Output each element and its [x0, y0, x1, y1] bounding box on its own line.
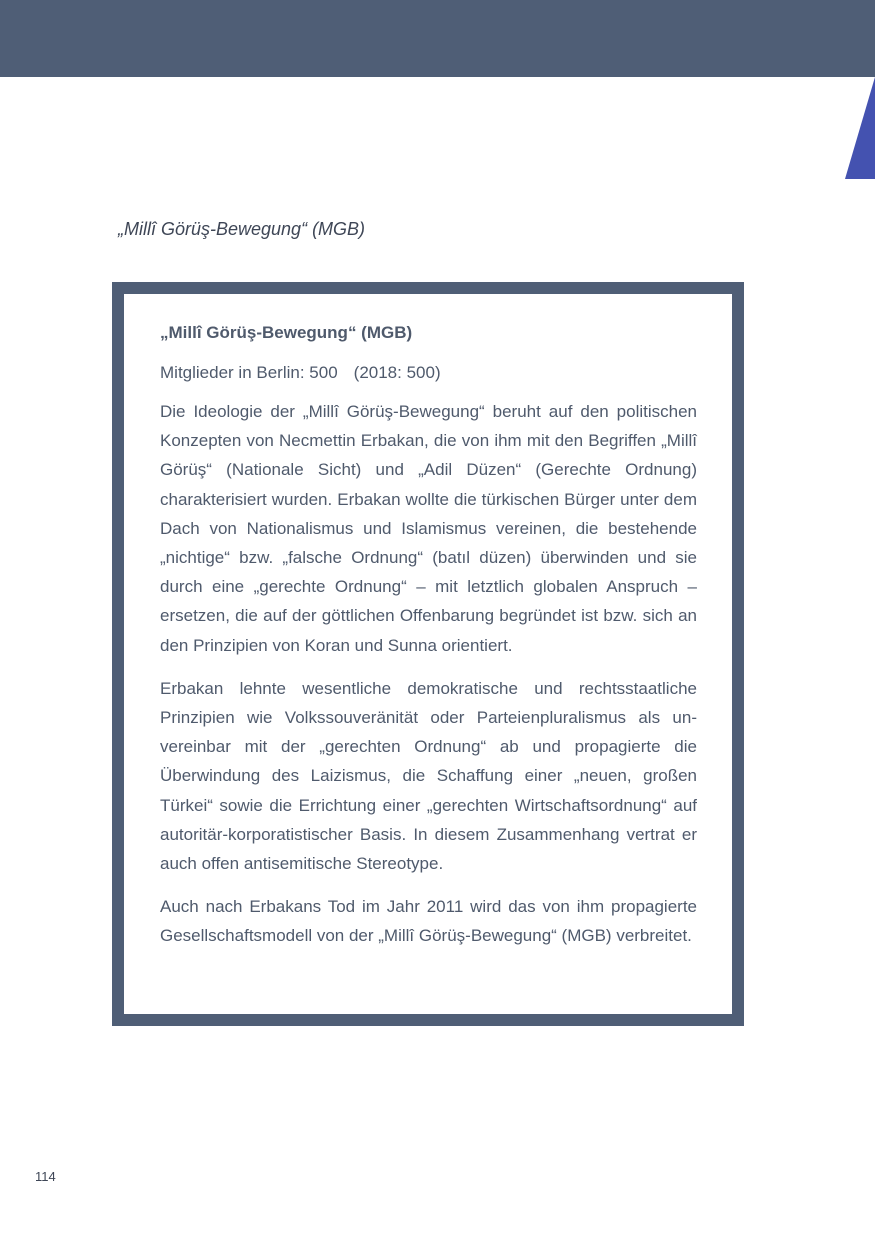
info-paragraph-ideology: Die Ideologie der „Millî Görüş-Bewegung“ beruht auf den politischen Konzepten von Necmettin Erbakan, die von ihm mit den Begriffen „Millî Görüş“ (Nationale Sicht) und „Adil Düzen“ (Gerechte Ordnung) charakterisiert wurden. Erbakan wollte die türkischen Bürger unter dem Dach von Nationalismus und Islamismus vereinen, die bestehende „nichtige“ bzw. „falsche Ordnung“ (batıl düzen) überwinden und sie durch eine „gerechte Ordnung“ – mit letztlich globalen Anspruch – ersetzen, die auf der göttlichen Offenbarung begründet ist bzw. sich an den Prinzipien von Koran und Sunna orientiert. [160, 402, 697, 655]
info-paragraph-legacy: Auch nach Erbakans Tod im Jahr 2011 wird das von ihm propagierte Gesellschaftsmodell von der „Millî Görüş-Bewegung“ (MGB) verbreitet. [160, 897, 697, 946]
info-box-title: „Millî Görüş-Bewegung“ (MGB) [160, 323, 413, 342]
members-previous: (2018: 500) [353, 363, 441, 382]
page-number: 114 [35, 1169, 56, 1184]
corner-accent-triangle [845, 77, 875, 179]
members-count [160, 358, 697, 387]
header-bar [0, 0, 875, 77]
section-heading: „Millî Görüş-Bewegung“ (MGB) [118, 219, 366, 239]
info-paragraph-principles: Erbakan lehnte wesentliche demokratische und rechtsstaatliche Prinzipien wie Volkssouveränität oder Parteienpluralismus als unvereinbar mit der „gerechten Ordnung“ ab und propagierte die Überwindung des Laizismus, die Schaffung einer „neuen, großen Türkei“ sowie die Errichtung einer „gerechten Wirtschaftsordnung“ auf autoritär-korporatistischer Basis. In diesem Zusammenhang vertrat er auch offen antisemitische Stereotype. [160, 678, 697, 874]
info-box-content [160, 320, 697, 965]
info-box [112, 282, 744, 1026]
corner-accent-tab [845, 77, 875, 179]
members-current: Mitglieder in Berlin: 500 [160, 363, 338, 382]
